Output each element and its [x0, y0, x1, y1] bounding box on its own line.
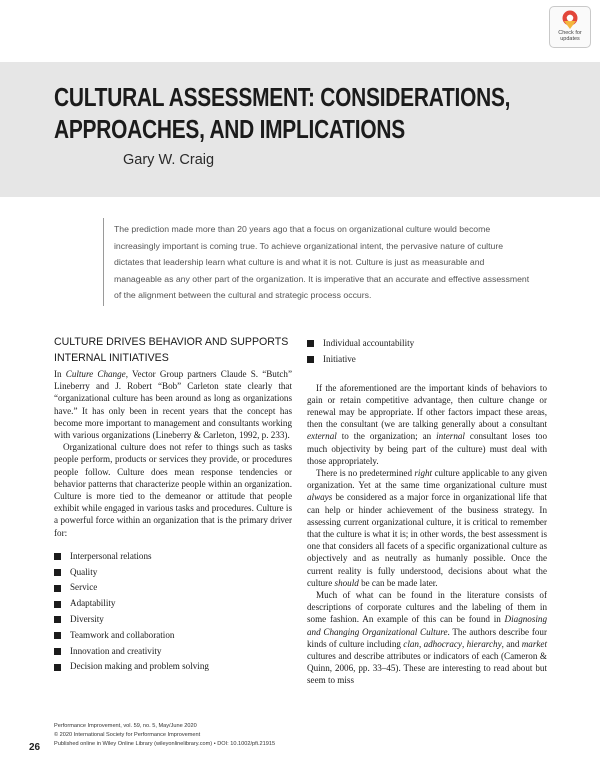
- bullet-icon: [54, 616, 61, 623]
- list-item: Service: [54, 580, 292, 596]
- journal-footer: [54, 722, 275, 748]
- bullet-icon: [54, 632, 61, 639]
- author-name: Gary W. Craig: [123, 152, 215, 168]
- bullet-icon: [307, 356, 314, 363]
- book-title: Diagnosing and Changing Organizational Culture: [307, 614, 547, 637]
- list-item: Initiative: [307, 352, 547, 368]
- crossmark-icon: [561, 10, 579, 30]
- paragraph: Much of what can be found in the literature consists of descriptions of corporate cultures and the labeling of them in some fashion. An example of this can be found in Diagnosing and Changing Organizational Culture. The authors describe four kinds of culture including clan, adhocracy, hierarchy, and market cultures and describe attributes or indicators of each (Cameron & Quinn, 2006, pp. 33–45). These are interesting to read about but seem to miss: [307, 590, 548, 686]
- driver-list: [54, 549, 292, 675]
- list-item: Decision making and problem solving: [54, 659, 292, 675]
- right-column: [307, 336, 547, 687]
- abstract-rule: [103, 218, 104, 306]
- title-line-2: APPROACHES, AND IMPLICATIONS: [54, 116, 405, 144]
- paragraph: There is no predetermined right culture applicable to any given organization. Yet at the same time organizational culture must always be considered as a major force in organizational life that can help or hinder achievement of the business strategy. In assessing current organizational culture, it is critical to remember that the culture is what it is; in other words, the best assessment is one that considers all facets of a specific organizational culture as objectively and as neutrally as humanly possible. Once the current reality is fully understood, decisions about what the culture should be can be made later.: [307, 468, 547, 588]
- footer-citation: Performance Improvement, vol. 59, no. 5, May/June 2020: [54, 723, 197, 729]
- list-item: Innovation and creativity: [54, 644, 292, 660]
- left-column: [54, 334, 292, 675]
- bullet-icon: [307, 340, 314, 347]
- list-item: Adaptability: [54, 596, 292, 612]
- abstract: The prediction made more than 20 years ago that a focus on organizational culture would become increasingly important is coming true. To achieve organizational intent, the pervasive nature of culture dictates that leadership learn what culture is and what it is not. Culture is just as measurable and manageable as any other part of the organization. It is imperative that an accurate and effective assessment of the alignment between the cultural and strategic process occurs.: [114, 224, 530, 301]
- section-heading: CULTURE DRIVES BEHAVIOR AND SUPPORTS INTERNAL INITIATIVES: [54, 336, 289, 364]
- list-item: Interpersonal relations: [54, 549, 292, 565]
- badge-text-line2: updates: [560, 36, 580, 42]
- list-item: Individual accountability: [307, 336, 547, 352]
- check-for-updates-badge[interactable]: [549, 6, 591, 48]
- list-item: Diversity: [54, 612, 292, 628]
- list-item: Teamwork and collaboration: [54, 628, 292, 644]
- footer-doi: Published online in Wiley Online Library (wileyonlinelibrary.com) • DOI: 10.1002/pfi.21915: [54, 740, 276, 747]
- bullet-icon: [54, 601, 61, 608]
- bullet-icon: [54, 569, 61, 576]
- bullet-icon: [54, 553, 61, 560]
- title-line-1: CULTURAL ASSESSMENT: CONSIDERATIONS,: [54, 84, 511, 112]
- driver-list-continued: [307, 336, 547, 368]
- footer-copyright: © 2020 International Society for Performance Improvement: [54, 731, 201, 738]
- paragraph: If the aforementioned are the important kinds of behaviors to gain or retain competitive advantage, then culture change or renewal may be appropriate. If other factors impact these areas, then the consultant (we are talking generally about a consultant external to the organization; an internal consultant loses too much objectivity by being part of the culture) must deal with those appropriately.: [307, 382, 547, 466]
- badge-text-line1: Check for: [558, 30, 582, 36]
- bullet-icon: [54, 664, 61, 671]
- page-number: 26: [29, 742, 41, 753]
- book-title: Culture Change: [65, 369, 126, 379]
- paragraph: Organizational culture does not refer to things such as tasks people perform, products or services they provide, or procedures people follow. Culture does mean response tendencies or behavior patterns that characterize people within an organization. Culture is more tied to the demeanor or attitude that people exhibit while engaged in various tasks and procedures. Culture is a powerful force within an organization that is the primary driver for:: [54, 442, 292, 538]
- bullet-icon: [54, 585, 61, 592]
- list-item: Quality: [54, 565, 292, 581]
- article-title: [54, 82, 510, 146]
- bullet-icon: [54, 648, 61, 655]
- paragraph: In Culture Change, Vector Group partners Claude S. “Butch” Lineberry and J. Robert “Bob” Carleton state clearly that “organizational culture has been around as long as organizations have.” It has only been in recent years that the concept has become more important to management and consultants working with various organizations (Lineberry & Carleton, 1992, p. 233).: [54, 369, 293, 441]
